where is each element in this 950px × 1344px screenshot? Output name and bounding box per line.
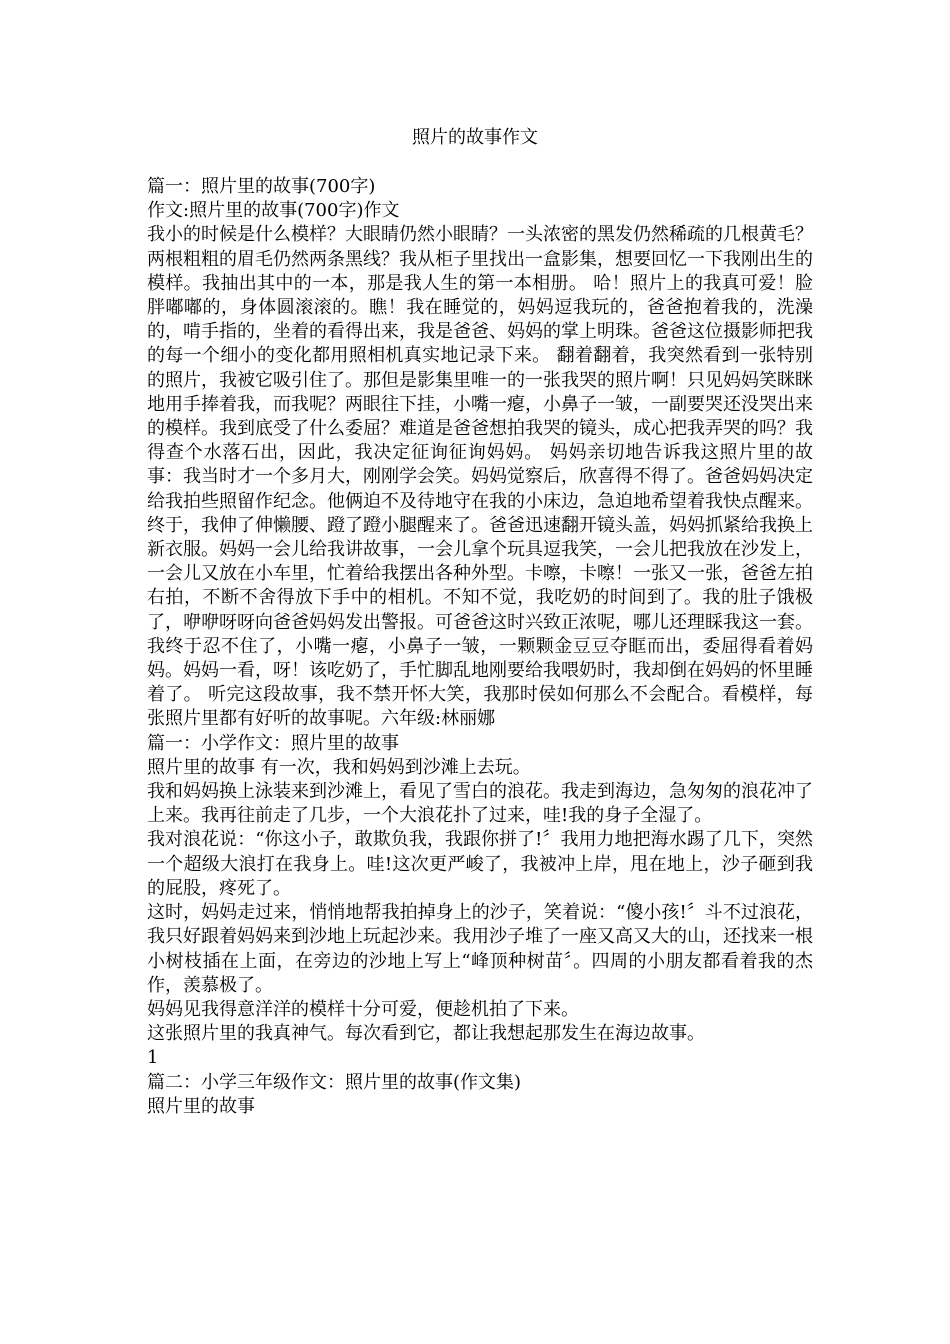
- essay-paragraph: 我和妈妈换上泳装来到沙滩上，看见了雪白的浪花。我走到海边，急匆匆的浪花冲了上来。我再往前走了几步，一个大浪花扑了过来，哇!我的身子全湿了。: [147, 781, 813, 827]
- essay-paragraph: 妈妈见我得意洋洋的模样十分可爱，便趁机拍了下来。: [147, 998, 579, 1020]
- document-title: 照片的故事作文: [412, 127, 538, 148]
- document-body: [147, 175, 813, 1119]
- essay-paragraph: 这张照片里的我真神气。每次看到它，都让我想起那发生在海边故事。: [147, 1023, 705, 1045]
- essay-paragraph: 这时，妈妈走过来，悄悄地帮我拍掉身上的沙子，笑着说：“傻小孩!〞斗不过浪花，我只好跟着妈妈来到沙地上玩起沙来。我用沙子堆了一座又高又大的山，还找来一根小树枝插在上面，在旁边的沙地上写上“峰顶种树苗〞。四周的小朋友都看着我的杰作，羡慕极了。: [147, 902, 813, 996]
- essay-paragraph: 我小的时候是什么模样？大眼睛仍然小眼睛？一头浓密的黑发仍然稀疏的几根黄毛？两根粗粗的眉毛仍然两条黑线？我从柜子里找出一盒影集，想要回忆一下我刚出生的模样。我抽出其中的一本，那是我人生的第一本相册。 哈！照片上的我真可爱！脸胖嘟嘟的，身体圆滚滚的。瞧！我在睡觉的，妈妈逗我玩的，爸爸抱着我的，洗澡的，啃手指的，坐着的看得出来，我是爸爸、妈妈的掌上明珠。爸爸这位摄影师把我的每一个细小的变化都用照相机真实地记录下来。 翻着翻着，我突然看到一张特别的照片，我被它吸引住了。那但是影集里唯一的一张我哭的照片啊！只见妈妈笑眯眯地用手捧着我，而我呢？两眼往下挂，小嘴一瘪，小鼻子一皱，一副要哭还没哭出来的模样。我到底受了什么委屈？难道是爸爸想拍我哭的镜头，成心把我弄哭的吗？我得查个水落石出，因此，我决定征询征询妈妈。 妈妈亲切地告诉我这照片里的故事：我当时才一个多月大，刚刚学会笑。妈妈觉察后，欣喜得不得了。爸爸妈妈决定给我拍些照留作纪念。他俩迫不及待地守在我的小床边，急迫地希望着我快点醒来。终于，我伸了伸懒腰、蹬了蹬小腿醒来了。爸爸迅速翻开镜头盖，妈妈抓紧给我换上新衣服。妈妈一会儿给我讲故事，一会儿拿个玩具逗我笑，一会儿把我放在沙发上，一会儿又放在小车里，忙着给我摆出各种外型。卡嚓，卡嚓！一张又一张，爸爸左拍右拍，不断不舍得放下手中的相机。不知不觉，我吃奶的时间到了。我的肚子饿极了，咿咿呀呀向爸爸妈妈发出警报。可爸爸这时兴致正浓呢，哪儿还理睬我这一套。我终于忍不住了，小嘴一瘪，小鼻子一皱，一颗颗金豆豆夺眶而出，委屈得看着妈妈。妈妈一看，呀！该吃奶了，手忙脚乱地刚要给我喂奶时，我却倒在妈妈的怀里睡着了。 听完这段故事，我不禁开怀大笑，我那时侯如何那么不会配合。看模样，每张照片里都有好听的故事呢。六年级:林丽娜: [147, 224, 813, 730]
- section-heading: 篇一：小学作文：照片里的故事: [147, 732, 399, 754]
- section-heading: 篇一：照片里的故事(700字): [147, 176, 376, 197]
- essay-subtitle: 照片里的故事: [147, 1095, 255, 1117]
- essay-subtitle: 作文:照片里的故事(700字)作文: [147, 200, 400, 222]
- page-number: 1: [147, 1047, 159, 1069]
- essay-paragraph: 我对浪花说：“你这小子，敢欺负我，我跟你拼了!〞我用力地把海水踢了几下，突然一个超级大浪打在我身上。哇!这次更严峻了，我被冲上岸，甩在地上，沙子砸到我的屁股，疼死了。: [147, 829, 813, 899]
- essay-paragraph: 照片里的故事 有一次，我和妈妈到沙滩上去玩。: [147, 756, 531, 778]
- section-heading: 篇二：小学三年级作文：照片里的故事(作文集): [147, 1071, 522, 1093]
